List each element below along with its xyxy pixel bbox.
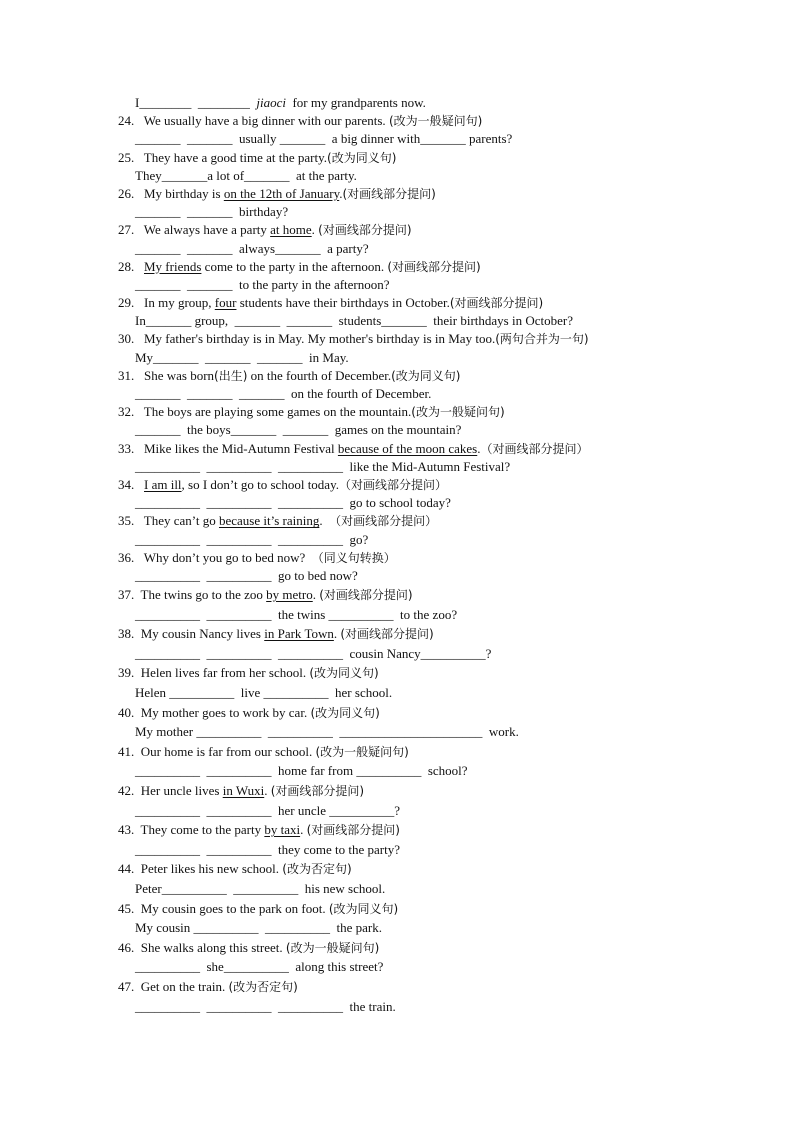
instruction-text: (对画线部分提问)	[318, 223, 412, 238]
line-text: 38. My cousin Nancy lives	[118, 626, 265, 642]
instruction-text: (改为同义句)	[391, 368, 461, 383]
line-text: 27. We always have a party	[118, 222, 271, 238]
underlined-phrase: on the 12th of January	[223, 185, 340, 201]
instruction-text: (对画线部分提问)	[270, 784, 365, 798]
underlined-phrase: by taxi	[264, 822, 301, 838]
line-text: _______ the boys_______ _______ games on the mountain?	[135, 422, 462, 438]
line-text: .	[311, 222, 319, 238]
line-text: _______ _______ birthday?	[135, 204, 289, 220]
line-text: , so I don’t go to school today.	[181, 476, 339, 492]
line-text: 26. My birthday is	[118, 185, 224, 201]
answer-line	[118, 840, 678, 860]
line-text: _______ _______ usually _______ a big dinner with_______ parents?	[135, 131, 513, 147]
line-text: on the fourth of December.	[247, 367, 392, 383]
line-text: I________ ________	[135, 95, 257, 110]
answer-line	[118, 761, 678, 781]
question-line	[118, 663, 678, 683]
line-text: 41. Our home is far from our school.	[118, 743, 316, 759]
line-text: 46. She walks along this street.	[118, 939, 286, 955]
line-text: 43. They come to the party	[118, 822, 265, 838]
line-text: .	[312, 587, 320, 603]
underlined-phrase: in Park Town	[264, 626, 334, 642]
line-text: __________ __________ they come to the party?	[135, 841, 401, 857]
instruction-text: （同义句转换）	[311, 550, 396, 565]
line-text: .	[339, 185, 343, 201]
line-text: __________ __________ home far from __________ school?	[135, 763, 468, 779]
instruction-text: (改为一般疑问句)	[411, 405, 505, 420]
answer-line	[118, 130, 678, 148]
line-text: __________ __________ __________ go?	[135, 531, 369, 547]
underlined-phrase: by metro	[266, 587, 313, 603]
line-text: They_______a lot of_______ at the party.	[135, 167, 357, 183]
line-text: come to the party in the afternoon.	[201, 258, 388, 274]
answer-line	[118, 312, 678, 330]
line-text: __________ __________ __________ cousin Nancy__________?	[135, 645, 492, 661]
question-line	[118, 742, 678, 762]
instruction-text: (对画线部分提问)	[387, 259, 481, 274]
line-text: .	[477, 440, 481, 456]
question-line	[118, 624, 678, 644]
answer-line	[118, 683, 678, 703]
instruction-text: (改为同义句)	[328, 901, 399, 916]
question-line	[118, 977, 678, 997]
line-text: _______ _______ to the party in the afternoon?	[135, 276, 390, 292]
instruction-text: （对画线部分提问）	[480, 441, 589, 456]
question-line	[118, 585, 678, 605]
answer-line	[118, 385, 678, 403]
line-text: __________ __________ her uncle __________?	[135, 802, 401, 818]
question-line	[118, 367, 678, 385]
line-text: 45. My cousin goes to the park on foot.	[118, 900, 329, 916]
instruction-text: (改为一般疑问句)	[285, 940, 380, 955]
line-text: 31. She was born	[118, 367, 215, 383]
line-text: __________ __________ __________ like the Mid-Autumn Festival?	[135, 458, 511, 474]
line-text: .	[333, 626, 341, 642]
instruction-text: (改为一般疑问句)	[315, 744, 409, 759]
answer-line	[118, 494, 678, 512]
line-text: jiaoci	[256, 95, 286, 110]
answer-line	[118, 203, 678, 221]
line-text: 42. Her uncle lives	[118, 783, 223, 798]
line-text: My_______ _______ _______ in May.	[135, 349, 349, 365]
line-text: 32. The boys are playing some games on the mountain.	[118, 404, 412, 420]
line-text: My mother __________ __________ ______________________ work.	[135, 724, 519, 740]
line-text: 36. Why don’t you go to bed now?	[118, 549, 312, 565]
instruction-text: （对画线部分提问）	[329, 514, 438, 529]
line-text: 47. Get on the train.	[118, 978, 229, 994]
answer-line	[118, 458, 678, 476]
question-line	[118, 512, 678, 530]
line-text: students have their birthdays in October.	[236, 295, 450, 311]
line-text: 33. Mike likes the Mid-Autumn Festival	[118, 440, 338, 456]
answer-line	[118, 879, 678, 899]
question-line	[118, 403, 678, 421]
answer-line	[118, 567, 678, 585]
answer-line	[118, 240, 678, 258]
question-line	[118, 440, 678, 458]
underlined-phrase: because of the moon cakes	[337, 440, 478, 456]
line-text: Helen __________ live __________ her school.	[135, 685, 393, 701]
question-line	[118, 112, 678, 130]
line-text: 30. My father's birthday is in May. My mother's birthday is in May too.	[118, 331, 496, 347]
instruction-text: (对画线部分提问)	[306, 823, 400, 838]
answer-line	[118, 605, 678, 625]
line-text: _______ _______ always_______ a party?	[135, 240, 369, 256]
instruction-text: (对画线部分提问)	[342, 186, 436, 201]
instruction-text: (改为同义句)	[310, 705, 380, 720]
line-text: _______ _______ _______ on the fourth of December.	[135, 386, 432, 401]
question-line	[118, 781, 678, 801]
instruction-text: (出生)	[214, 368, 248, 383]
answer-line	[118, 531, 678, 549]
question-line	[118, 330, 678, 348]
instruction-text: (对画线部分提问)	[340, 627, 434, 642]
underlined-phrase: because it’s raining	[218, 513, 320, 529]
question-line	[118, 549, 678, 567]
answer-line	[118, 722, 678, 742]
question-line	[118, 149, 678, 167]
question-line	[118, 258, 678, 276]
line-text: 37. The twins go to the zoo	[118, 587, 267, 603]
worksheet	[118, 94, 678, 1016]
question-line	[118, 859, 678, 879]
line-text: __________ she__________ along this street?	[135, 959, 384, 975]
answer-line	[118, 997, 678, 1017]
instruction-text: (改为否定句)	[282, 862, 352, 877]
instruction-text: (改为同义句)	[327, 150, 397, 165]
underlined-phrase: in Wuxi	[222, 783, 265, 798]
instruction-text: (改为否定句)	[228, 979, 298, 994]
answer-line	[118, 957, 678, 977]
question-line	[118, 294, 678, 312]
line-text: .	[319, 513, 330, 529]
question-line	[118, 185, 678, 203]
line-text: 34.	[118, 476, 144, 492]
answer-line	[118, 349, 678, 367]
instruction-text: (改为同义句)	[309, 666, 379, 681]
instruction-text: (两句合并为一句)	[495, 332, 589, 347]
question-line	[118, 899, 678, 919]
question-line	[118, 703, 678, 723]
answer-line	[118, 421, 678, 439]
instruction-text: (改为一般疑问句)	[388, 114, 483, 129]
answer-line	[118, 94, 678, 112]
line-text: __________ __________ the twins __________ to the zoo?	[135, 606, 458, 622]
answer-line	[118, 801, 678, 821]
line-text: Peter__________ __________ his new school.	[135, 880, 386, 896]
line-text: 39. Helen lives far from her school.	[118, 665, 310, 681]
answer-line	[118, 276, 678, 294]
line-text: .	[264, 783, 271, 798]
instruction-text: (对画线部分提问)	[449, 296, 544, 311]
line-text: 29. In my group,	[118, 295, 215, 311]
underlined-phrase: I am ill	[144, 476, 182, 492]
line-text: My cousin __________ __________ the park.	[135, 920, 382, 936]
line-text: 35. They can’t go	[118, 513, 219, 529]
answer-line	[118, 167, 678, 185]
underlined-phrase: four	[214, 295, 237, 311]
line-text: for my grandparents now.	[285, 95, 426, 110]
question-line	[118, 476, 678, 494]
line-text: __________ __________ __________ the train.	[135, 998, 396, 1014]
answer-line	[118, 918, 678, 938]
underlined-phrase: My friends	[144, 258, 202, 274]
answer-line	[118, 644, 678, 664]
line-text: .	[300, 822, 307, 838]
instruction-text: （对画线部分提问）	[338, 477, 447, 492]
line-text: 28.	[118, 258, 144, 274]
question-line	[118, 221, 678, 239]
underlined-phrase: at home	[270, 222, 312, 238]
line-text: In_______ group, _______ _______ students_______ their birthdays in October?	[135, 313, 573, 329]
line-text: __________ __________ go to bed now?	[135, 567, 358, 583]
line-text: 44. Peter likes his new school.	[118, 861, 283, 877]
line-text: 25. They have a good time at the party.	[118, 149, 328, 165]
question-line	[118, 938, 678, 958]
instruction-text: (对画线部分提问)	[319, 588, 413, 603]
line-text: __________ __________ __________ go to school today?	[135, 495, 451, 511]
line-text: 40. My mother goes to work by car.	[118, 704, 311, 720]
question-line	[118, 820, 678, 840]
line-text: 24. We usually have a big dinner with our parents.	[118, 113, 389, 129]
